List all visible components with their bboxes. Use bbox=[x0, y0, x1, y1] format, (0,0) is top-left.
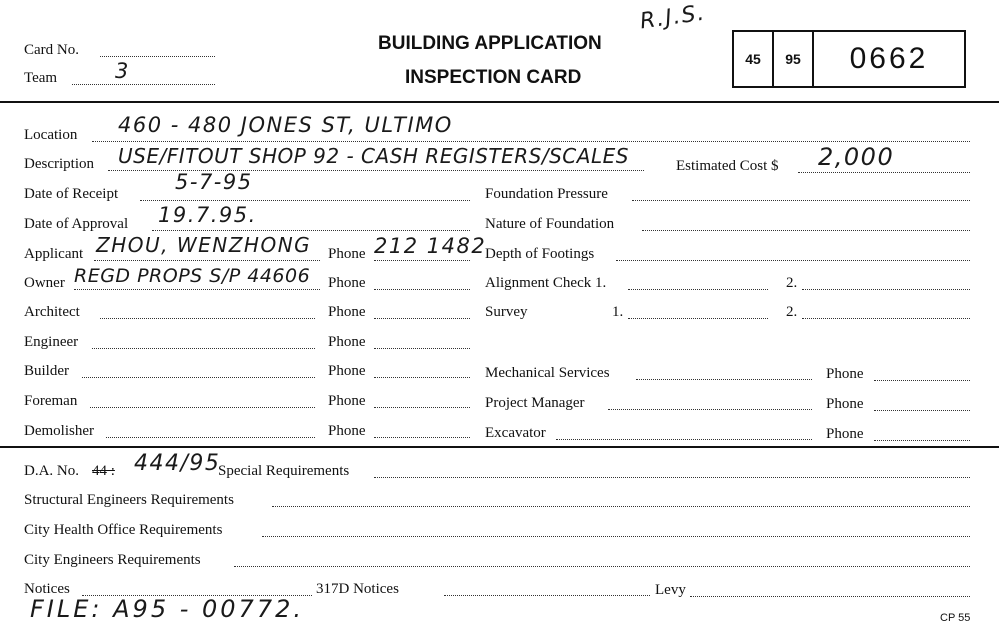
demolisher-phone-line bbox=[374, 437, 470, 438]
notices-317d-label: 317D Notices bbox=[316, 581, 399, 597]
excavator-phone-label: Phone bbox=[826, 426, 864, 442]
demolisher-label: Demolisher bbox=[24, 423, 94, 439]
structural-requirements-line bbox=[272, 506, 970, 507]
card-number-box bbox=[732, 30, 966, 88]
applicant-phone-line bbox=[374, 260, 470, 261]
project-manager-label: Project Manager bbox=[485, 395, 585, 411]
engineer-line bbox=[92, 348, 315, 349]
date-receipt-line bbox=[140, 200, 470, 201]
code-cell-1: 45 bbox=[734, 32, 774, 86]
team-line bbox=[72, 84, 215, 85]
foundation-pressure-label: Foundation Pressure bbox=[485, 186, 608, 202]
survey-line-2 bbox=[802, 318, 970, 319]
estimated-cost-value: 2,000 bbox=[818, 143, 895, 171]
foundation-pressure-line bbox=[632, 200, 970, 201]
form-code: CP 55 bbox=[940, 612, 971, 624]
excavator-phone-line bbox=[874, 440, 970, 441]
excavator-label: Excavator bbox=[485, 425, 546, 441]
alignment-check-label-2: 2. bbox=[786, 275, 798, 291]
survey-label-1: 1. bbox=[612, 304, 624, 320]
survey-line-1 bbox=[628, 318, 768, 319]
builder-label: Builder bbox=[24, 363, 69, 379]
card-no-line bbox=[100, 56, 215, 57]
da-no-value: 444/95 bbox=[134, 451, 221, 476]
foreman-phone-label: Phone bbox=[328, 393, 366, 409]
notices-317d-line bbox=[444, 595, 650, 596]
notices-label: Notices bbox=[24, 581, 70, 597]
date-receipt-value: 5-7-95 bbox=[175, 170, 253, 194]
structural-requirements-label: Structural Engineers Requirements bbox=[24, 492, 234, 508]
date-approval-label: Date of Approval bbox=[24, 216, 129, 232]
health-requirements-label: City Health Office Requirements bbox=[24, 522, 223, 538]
da-no-label: D.A. No. bbox=[24, 463, 79, 479]
applicant-value: ZHOU, WENZHONG bbox=[96, 233, 312, 257]
mechanical-phone-label: Phone bbox=[826, 366, 864, 382]
owner-line bbox=[74, 289, 320, 290]
foreman-phone-line bbox=[374, 407, 470, 408]
architect-phone-label: Phone bbox=[328, 304, 366, 320]
demolisher-phone-label: Phone bbox=[328, 423, 366, 439]
engineer-label: Engineer bbox=[24, 334, 79, 350]
date-receipt-label: Date of Receipt bbox=[24, 186, 119, 202]
project-manager-phone-label: Phone bbox=[826, 396, 864, 412]
requirements-divider bbox=[0, 446, 999, 448]
alignment-check-line-2 bbox=[802, 289, 970, 290]
da-no-prefix: 44 : bbox=[92, 463, 115, 479]
city-engineers-line bbox=[234, 566, 970, 567]
initials: R.J.S. bbox=[638, 0, 708, 35]
alignment-check-line-1 bbox=[628, 289, 768, 290]
applicant-phone-label: Phone bbox=[328, 246, 366, 262]
date-approval-line bbox=[152, 230, 470, 231]
builder-line bbox=[82, 377, 315, 378]
owner-value: REGD PROPS S/P 44606 bbox=[74, 265, 311, 287]
special-requirements-line bbox=[374, 477, 970, 478]
builder-phone-line bbox=[374, 377, 470, 378]
special-requirements-label: Special Requirements bbox=[218, 463, 350, 479]
estimated-cost-line bbox=[798, 172, 970, 173]
form-title-line1: BUILDING APPLICATION bbox=[378, 33, 602, 54]
location-label: Location bbox=[24, 127, 78, 143]
survey-label: Survey bbox=[485, 304, 528, 320]
location-line bbox=[92, 141, 970, 142]
foreman-line bbox=[90, 407, 315, 408]
alignment-check-label: Alignment Check 1. bbox=[485, 275, 607, 291]
applicant-phone-value: 212 1482 bbox=[374, 234, 487, 258]
nature-foundation-line bbox=[642, 230, 970, 231]
form-title-line2: INSPECTION CARD bbox=[405, 67, 582, 88]
estimated-cost-label: Estimated Cost $ bbox=[676, 158, 779, 174]
owner-label: Owner bbox=[24, 275, 65, 291]
city-engineers-label: City Engineers Requirements bbox=[24, 552, 201, 568]
project-manager-line bbox=[608, 409, 812, 410]
mechanical-services-line bbox=[636, 379, 812, 380]
location-value: 460 - 480 JONES ST, ULTIMO bbox=[118, 113, 453, 137]
team-label: Team bbox=[24, 70, 58, 86]
applicant-label: Applicant bbox=[24, 246, 84, 262]
demolisher-line bbox=[106, 437, 315, 438]
card-number: 0662 bbox=[849, 42, 929, 75]
header-divider bbox=[0, 101, 999, 103]
survey-label-2: 2. bbox=[786, 304, 798, 320]
levy-line bbox=[690, 596, 970, 597]
owner-phone-label: Phone bbox=[328, 275, 366, 291]
health-requirements-line bbox=[262, 536, 970, 537]
excavator-line bbox=[556, 439, 812, 440]
owner-phone-line bbox=[374, 289, 470, 290]
card-no-label: Card No. bbox=[24, 42, 79, 58]
mechanical-phone-line bbox=[874, 380, 970, 381]
code-cell-2: 95 bbox=[774, 32, 814, 86]
depth-footings-label: Depth of Footings bbox=[485, 246, 595, 262]
architect-phone-line bbox=[374, 318, 470, 319]
applicant-line bbox=[94, 260, 320, 261]
date-approval-value: 19.7.95. bbox=[158, 203, 257, 227]
description-value: USE/FITOUT SHOP 92 - CASH REGISTERS/SCALES bbox=[118, 144, 629, 168]
nature-foundation-label: Nature of Foundation bbox=[485, 216, 615, 232]
project-manager-phone-line bbox=[874, 410, 970, 411]
engineer-phone-line bbox=[374, 348, 470, 349]
mechanical-services-label: Mechanical Services bbox=[485, 365, 610, 381]
architect-label: Architect bbox=[24, 304, 80, 320]
engineer-phone-label: Phone bbox=[328, 334, 366, 350]
team-value: 3 bbox=[115, 59, 130, 83]
architect-line bbox=[100, 318, 315, 319]
depth-footings-line bbox=[616, 260, 970, 261]
description-label: Description bbox=[24, 156, 94, 172]
levy-label: Levy bbox=[655, 582, 686, 598]
builder-phone-label: Phone bbox=[328, 363, 366, 379]
file-note: FILE: A95 - 00772. bbox=[30, 595, 304, 623]
foreman-label: Foreman bbox=[24, 393, 78, 409]
